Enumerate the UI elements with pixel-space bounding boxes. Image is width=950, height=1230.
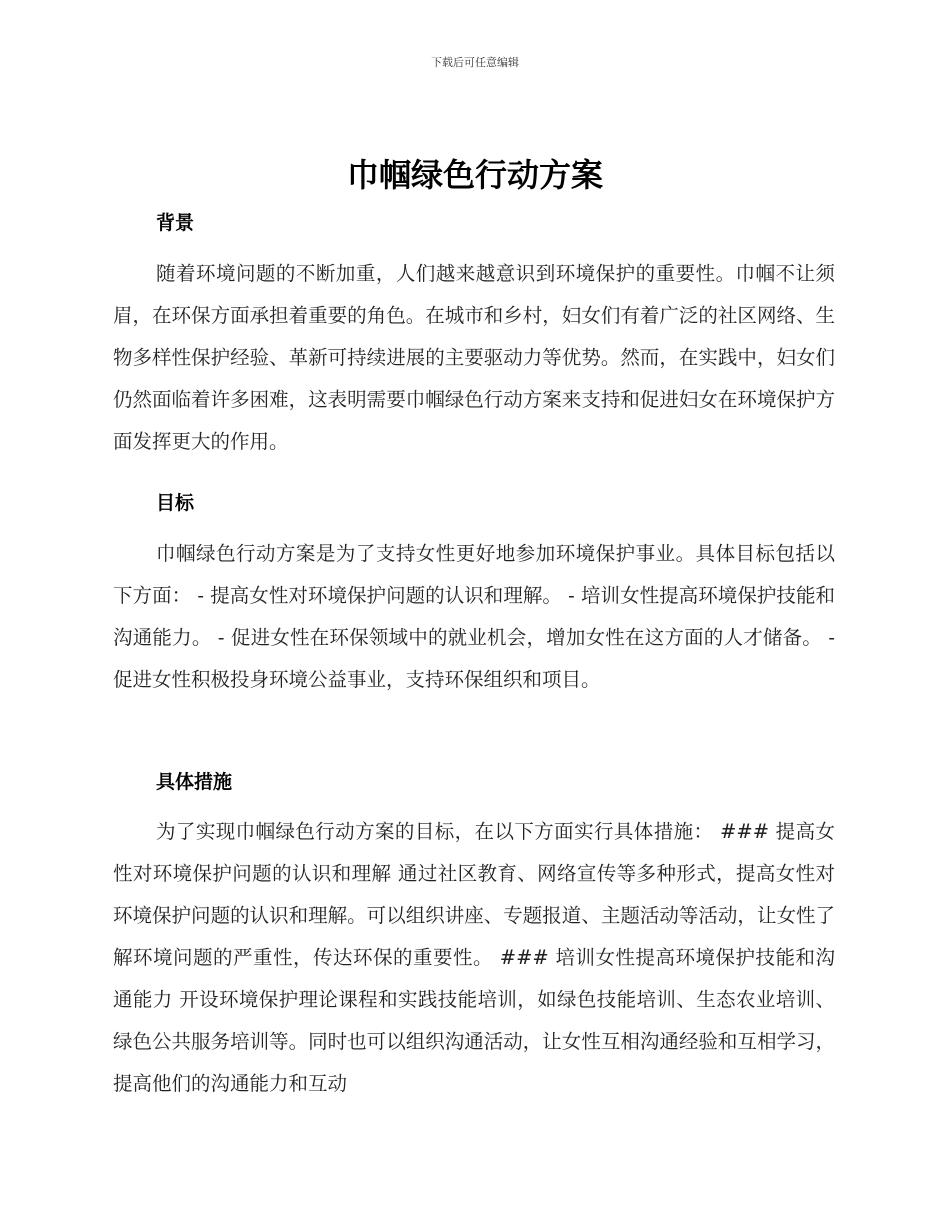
section-heading-background: 背景 xyxy=(156,212,195,234)
section-heading-goals: 目标 xyxy=(156,492,195,514)
document-title: 巾帼绿色行动方案 xyxy=(346,156,603,194)
section-body-goals: 巾帼绿色行动方案是为了支持女性更好地参加环境保护事业。具体目标包括以下方面： - 提高女性对环境保护问题的认识和理解。 - 培训女性提高环境保护技能和沟通能力。 - 促进女性在环保领域中的就业机会，增加女性在这方面的人才储备。 - 促进女性积极投身环境公益事业，支持环保组织和项目。 xyxy=(113,542,835,691)
section-body-background: 随着环境问题的不断加重，人们越来越意识到环境保护的重要性。巾帼不让须眉，在环保方面承担着重要的角色。在城市和乡村，妇女们有着广泛的社区网络、生物多样性保护经验、革新可持续进展的主要驱动力等优势。然而，在实践中，妇女们仍然面临着许多困难，这表明需要巾帼绿色行动方案来支持和促进妇女在环境保护方面发挥更大的作用。 xyxy=(113,262,835,453)
header-note: 下载后可任意编辑 xyxy=(431,56,519,69)
section-body-measures: 为了实现巾帼绿色行动方案的目标，在以下方面实行具体措施： ### 提高女性对环境保护问题的认识和理解 通过社区教育、网络宣传等多种形式，提高女性对环境保护问题的认识和理解。可以组织讲座、专题报道、主题活动等活动，让女性了解环境问题的严重性，传达环保的重要性。 ### 培训女性提高环境保护技能和沟通能力 开设环境保护理论课程和实践技能培训，如绿色技能培训、生态农业培训、绿色公共服务培训等。同时也可以组织沟通活动，让女性互相沟通经验和互相学习，提高他们的沟通能力和互动 xyxy=(113,820,835,1095)
section-heading-measures: 具体措施 xyxy=(156,771,233,793)
